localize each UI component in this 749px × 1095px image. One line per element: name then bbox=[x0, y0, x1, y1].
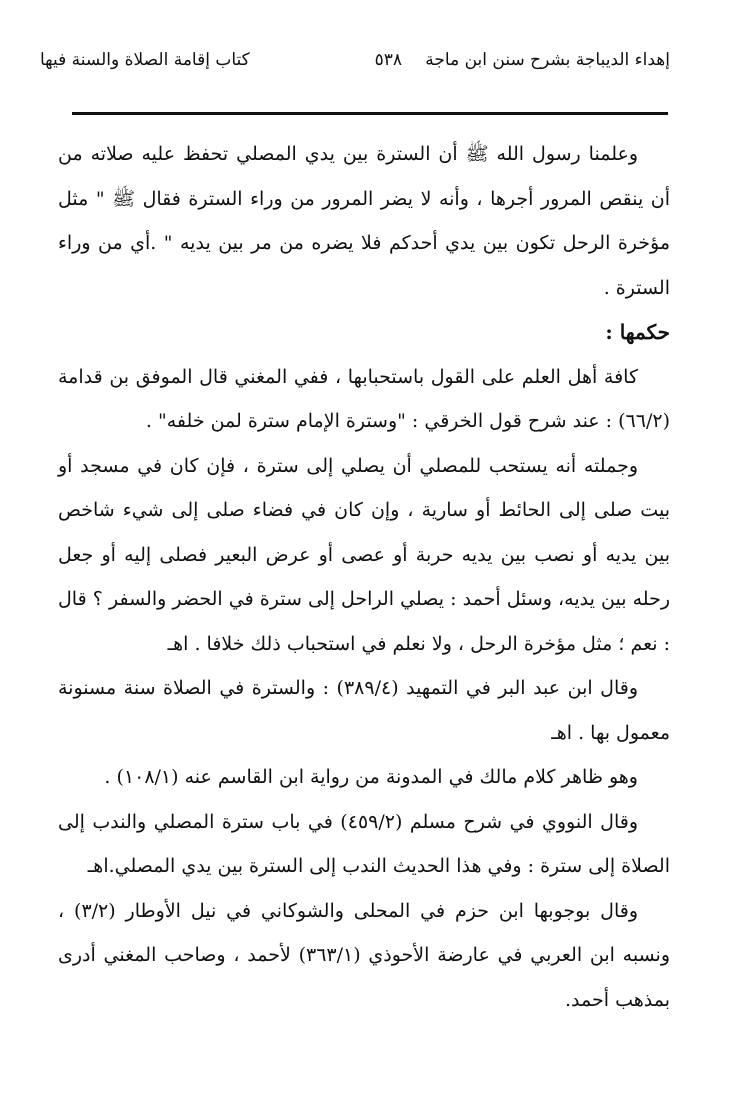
book-title: إهداء الديباجة بشرح سنن ابن ماجة bbox=[425, 50, 670, 70]
paragraph-mughni-quote: وجملته أنه يستحب للمصلي أن يصلي إلى سترة ، فإن كان في مسجد أو بيت صلى إلى الحائط أو سارية ، وإن كان في فضاء صلى إلى شيء شاخص بين يديه أو نصب بين يديه حربة أو عصى أو عرض البعير فصلى إليه أو جعل رحله بين يديه، وسئل أحمد : يصلي الراحل إلى سترة في الحضر والسفر ؟ قال : نعم ؛ مثل مؤخرة الرحل ، ولا نعلم في استحباب ذلك خلافا . اهـ bbox=[58, 454, 670, 655]
section-heading: حكمها : bbox=[605, 320, 670, 344]
paragraph-obligation: وقال بوجوبها ابن حزم في المحلى والشوكاني في نيل الأوطار (٣/٢) ، ونسبه ابن العربي في عارضة الأحوذي (٣٦٣/١) لأحمد ، وصاحب المغني أدرى بمذهب أحمد. bbox=[58, 899, 671, 1011]
body-text bbox=[58, 132, 670, 1022]
paragraph-ruling: كافة أهل العلم على القول باستحبابها ، ففي المغني قال الموفق بن قدامة (٦٦/٢) : عند شرح قول الخرقي : "وسترة الإمام سترة لمن خلفه" . bbox=[58, 365, 670, 432]
paragraph-ibn-abd-al-barr: وقال ابن عبد البر في التمهيد (٣٨٩/٤) : والسترة في الصلاة سنة مسنونة معمول بها . اهـ bbox=[58, 677, 670, 744]
paragraph-nawawi: وقال النووي في شرح مسلم (٤٥٩/٢) في باب سترة المصلي والندب إلى الصلاة إلى سترة : وفي هذا الحديث الندب إلى السترة بين يدي المصلي.اهـ bbox=[58, 810, 670, 877]
running-head bbox=[40, 44, 670, 84]
paragraph-malik: وهو ظاهر كلام مالك في المدونة من رواية ابن القاسم عنه (١٠٨/١) . bbox=[104, 766, 638, 788]
paragraph-intro: وعلمنا رسول الله ﷺ أن السترة بين يدي المصلي تحفظ عليه صلاته من أن ينقص المرور أجرها ، وأنه لا يضر المرور من وراء السترة فقال ﷺ " مثل مؤخرة الرحل تكون بين يدي أحدكم فلا يضره من مر بين يديه " .أي من وراء السترة . bbox=[58, 143, 670, 299]
page-number: ٥٣٨ bbox=[374, 50, 402, 70]
chapter-title: كتاب إقامة الصلاة والسنة فيها bbox=[40, 50, 250, 70]
header-divider bbox=[72, 112, 668, 115]
